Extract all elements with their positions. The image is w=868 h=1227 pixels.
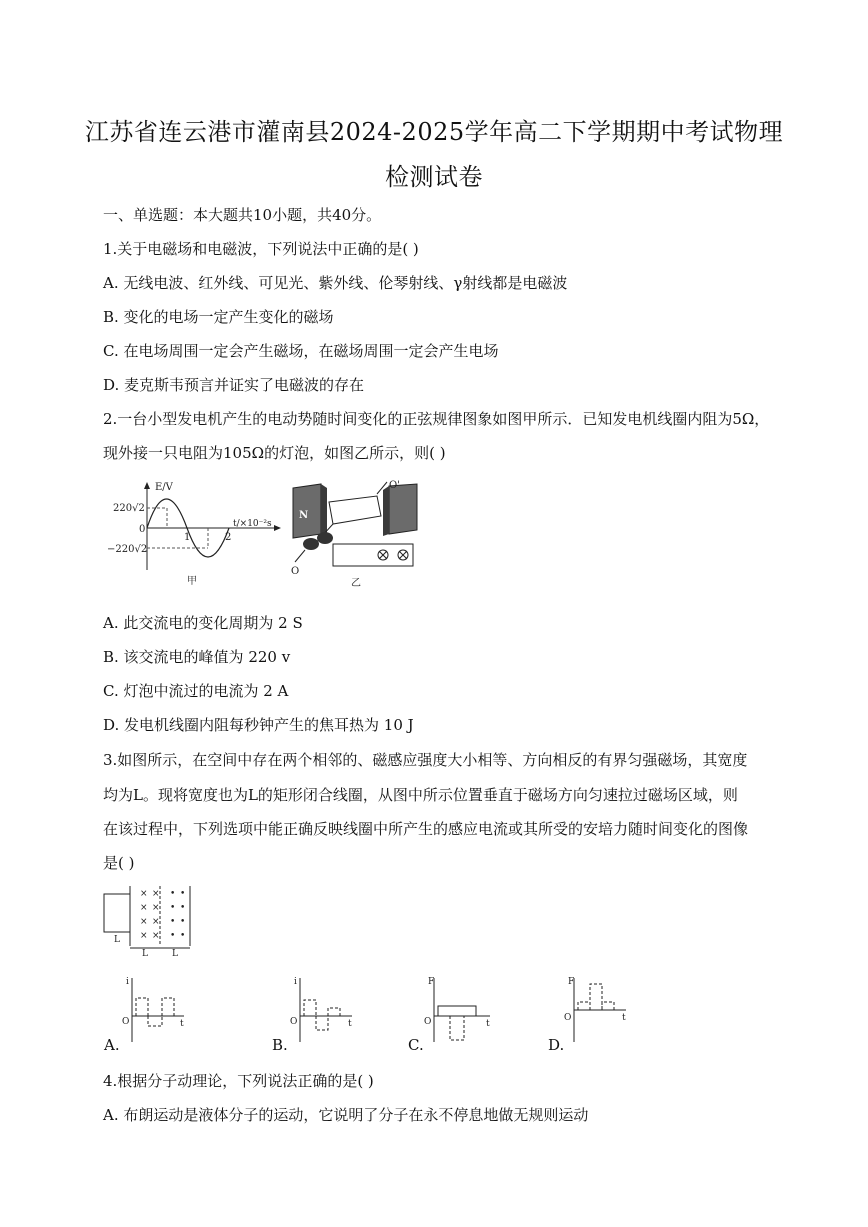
width-label-field2: L: [172, 949, 178, 958]
jia-top-tick: 220√2: [113, 503, 145, 514]
q1-option-b: B. 变化的电场一定产生变化的磁场: [103, 308, 334, 326]
page-title-line2: 检测试卷: [385, 163, 483, 191]
dot-mark: •: [180, 931, 186, 941]
cross-mark: ×: [152, 889, 160, 899]
jia-x-tick-1: 1: [184, 532, 191, 543]
width-label-coil: L: [114, 935, 120, 945]
q3-graph-d: [560, 974, 630, 1046]
q2-option-d: D. 发电机线圈内阻每秒钟产生的焦耳热为 10 J: [103, 716, 414, 734]
graph-a-origin: O: [122, 1017, 130, 1027]
magnet-n-label: N: [299, 510, 309, 521]
q3-stem-line2: 均为L。现将宽度也为L的矩形闭合线圈，从图中所示位置垂直于磁场方向匀速拉过磁场区域，则: [103, 786, 738, 804]
yi-caption: 乙: [351, 578, 361, 589]
q2-option-c: C. 灯泡中流过的电流为 2 A: [103, 682, 289, 700]
q3-option-b-label: B.: [272, 1036, 288, 1054]
dot-mark: •: [180, 917, 186, 927]
q1-option-d: D. 麦克斯韦预言并证实了电磁波的存在: [103, 376, 365, 394]
q2-option-b: B. 该交流电的峰值为 220 v: [103, 648, 291, 666]
q3-graph-a: [118, 974, 188, 1046]
q3-graph-b: [286, 974, 356, 1046]
q3-stem-line4: 是( ): [103, 854, 135, 872]
cross-mark: ×: [140, 931, 148, 941]
graph-c-origin: O: [424, 1017, 432, 1027]
graph-d-axis: F: [568, 977, 575, 987]
dot-mark: •: [180, 889, 186, 899]
dot-mark: •: [170, 917, 176, 927]
cross-mark: ×: [140, 903, 148, 913]
q3-stem-line3: 在该过程中，下列选项中能正确反映线圈中所产生的感应电流或其所受的安培力随时间变化的图像: [103, 820, 749, 838]
graph-d-origin: O: [564, 1013, 572, 1023]
dot-mark: •: [180, 903, 186, 913]
cross-mark: ×: [152, 917, 160, 927]
dot-mark: •: [170, 903, 176, 913]
jia-x-tick-2: 2: [225, 532, 232, 543]
q2-stem-line1: 2.一台小型发电机产生的电动势随时间变化的正弦规律图象如图甲所示．已知发电机线圈内阻为5Ω，: [103, 410, 770, 428]
q3-option-d-label: D.: [548, 1036, 565, 1054]
graph-c-axis: F: [428, 977, 435, 987]
q1-option-a: A. 无线电波、红外线、可见光、紫外线、伦琴射线、γ射线都是电磁波: [103, 274, 568, 292]
q4-option-a: A. 布朗运动是液体分子的运动，它说明了分子在永不停息地做无规则运动: [103, 1106, 589, 1124]
yi-axis-top: O': [389, 480, 400, 491]
q2-option-a: A. 此交流电的变化周期为 2 S: [103, 614, 303, 632]
cross-mark: ×: [140, 917, 148, 927]
q1-stem: 1.关于电磁场和电磁波，下列说法中正确的是( ): [103, 240, 419, 258]
jia-bottom-tick: −220√2: [107, 544, 148, 555]
cross-mark: ×: [140, 889, 148, 899]
cross-mark: ×: [152, 903, 160, 913]
jia-caption: 甲: [187, 576, 197, 587]
yi-axis-bottom: O: [291, 566, 300, 577]
figure-yi-generator: [285, 478, 425, 590]
width-label-field1: L: [142, 949, 148, 958]
graph-b-t: t: [348, 1019, 352, 1029]
graph-c-t: t: [486, 1019, 490, 1029]
jia-zero: 0: [139, 524, 146, 535]
q2-stem-line2: 现外接一只电阻为105Ω的灯泡，如图乙所示，则( ): [103, 444, 446, 462]
jia-axis-y-label: E/V: [155, 482, 173, 493]
q3-option-a-label: A.: [104, 1036, 120, 1054]
graph-a-axis: i: [126, 977, 129, 987]
q3-graph-c: [420, 974, 494, 1046]
graph-b-origin: O: [290, 1017, 298, 1027]
q1-option-c: C. 在电场周围一定会产生磁场，在磁场周围一定会产生电场: [103, 342, 499, 360]
dot-mark: •: [170, 889, 176, 899]
q4-stem: 4.根据分子动理论，下列说法正确的是( ): [103, 1072, 374, 1090]
dot-mark: •: [170, 931, 176, 941]
cross-mark: ×: [152, 931, 160, 941]
jia-axis-x-label: t/×10⁻²s: [233, 519, 272, 529]
q3-stem-line1: 3.如图所示，在空间中存在两个相邻的、磁感应强度大小相等、方向相反的有界匀强磁场，其宽度: [103, 751, 748, 769]
section-heading: 一、单选题：本大题共10小题，共40分。: [103, 206, 382, 224]
q3-field-figure: [100, 880, 200, 958]
graph-a-t: t: [180, 1019, 184, 1029]
q3-option-c-label: C.: [408, 1036, 424, 1054]
graph-b-axis: i: [294, 977, 297, 987]
page-title-line1: 江苏省连云港市灌南县2024-2025学年高二下学期期中考试物理: [84, 118, 784, 146]
figure-jia-sine-graph: [103, 478, 283, 588]
graph-d-t: t: [622, 1013, 626, 1023]
